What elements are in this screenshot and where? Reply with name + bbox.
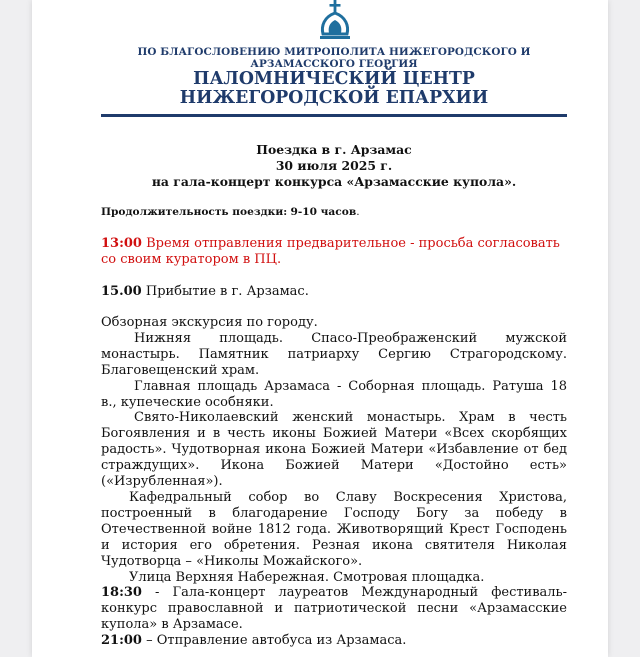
trip-duration: Продолжительность поездки: 9-10 часов. xyxy=(101,206,360,218)
departure-text: Время отправления предварительное - просьба согласовать со своим куратором в ПЦ. xyxy=(101,236,560,267)
header-divider xyxy=(101,114,567,117)
program-body xyxy=(101,315,567,649)
concert-time: 18:30 xyxy=(101,585,142,601)
program-item-concert xyxy=(101,585,567,633)
program-item-main-square: Главная площадь Арзамаса - Соборная площадь. Ратуша 18 в., купеческие особняки. xyxy=(101,378,567,410)
arrival-line xyxy=(101,284,567,300)
concert-text: - Гала-концерт лауреатов Международный фестиваль-конкурс православной и патриотической песни «Арзамасские купола» в Арзамасе. xyxy=(101,585,567,633)
program-intro: Обзорная экскурсия по городу. xyxy=(101,315,318,330)
program-item-nikolaevsky-monastery: Свято-Николаевский женский монастырь. Храм в честь Богоявления и в честь иконы Божией Матери «Всех скорбящих радость». Чудотворная икона Божией Матери «Избавление от бед страждущих». Икона Божией Матери «Достойно есть» («Изрубленная»). xyxy=(101,410,567,490)
return-time: 21:00 xyxy=(101,633,142,649)
trip-title: Поездка в г. Арзамас xyxy=(256,142,412,157)
arrival-text: Прибытие в г. Арзамас. xyxy=(145,284,309,299)
arrival-time: 15.00 xyxy=(101,284,142,299)
trip-date: 30 июля 2025 г. xyxy=(275,158,393,173)
program-item-embankment: Улица Верхняя Набережная. Смотровая площадка. xyxy=(129,569,485,585)
church-dome-cross-icon xyxy=(315,0,355,46)
return-text: – Отправление автобуса из Арзамаса. xyxy=(141,633,407,649)
program-item-return xyxy=(101,633,567,649)
trip-event: на гала-концерт конкурса «Арзамасские купола». xyxy=(151,174,517,189)
document-page xyxy=(32,0,608,657)
program-item-lower-square: Нижняя площадь. Спасо-Преображенский мужской монастырь. Памятник патриарху Сергию Страгородскому. Благовещенский храм. xyxy=(101,330,567,378)
blessing-text: ПО БЛАГОСЛОВЕНИЮ МИТРОПОЛИТА НИЖЕГОРОДСКОГО И АРЗАМАССКОГО ГЕОРГИЯ xyxy=(137,46,531,70)
program-item-cathedral: Кафедральный собор во Славу Воскресения Христова, построенный в благодарение Господу Богу за победу в Отечественной войне 1812 года. Животворящий Крест Господень и история его обретения. Резная икона святителя Николая Чудотворца – «Николы Можайского». xyxy=(101,489,567,569)
departure-time: 13:00 xyxy=(101,236,142,251)
duration-value: 9-10 часов xyxy=(290,206,357,218)
center-title: ПАЛОМНИЧЕСКИЙ ЦЕНТР НИЖЕГОРОДСКОЙ ЕПАРХИИ xyxy=(179,69,489,108)
departure-note xyxy=(101,236,567,268)
duration-label: Продолжительность поездки: xyxy=(101,206,288,218)
trip-heading xyxy=(101,142,567,190)
